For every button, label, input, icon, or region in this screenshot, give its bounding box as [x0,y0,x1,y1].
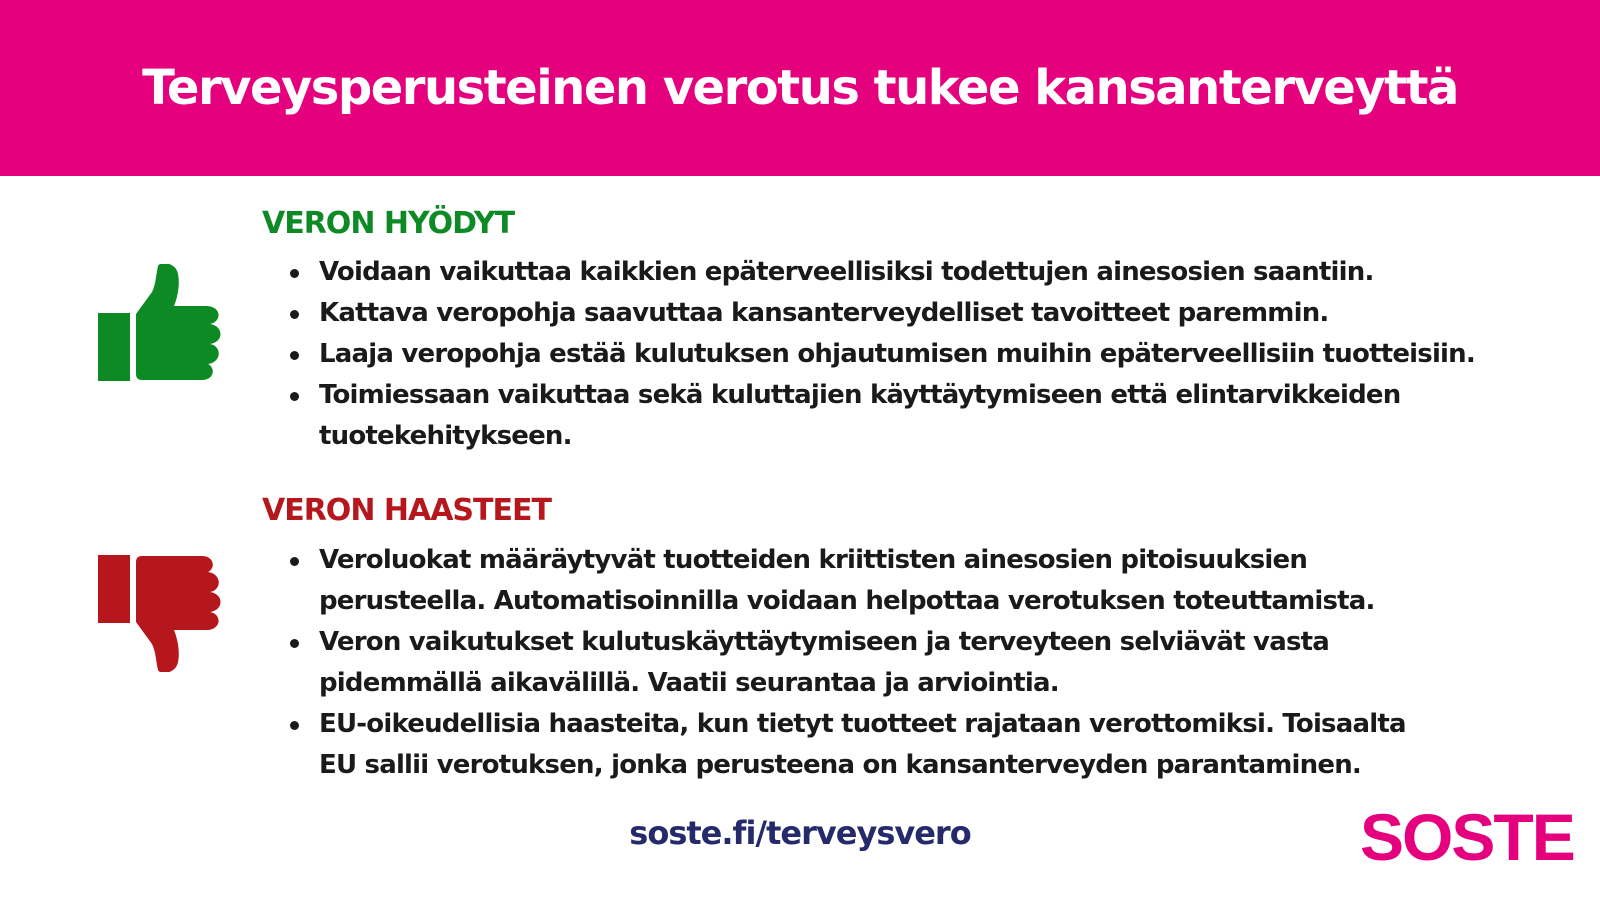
bullet-icon [290,721,299,730]
thumbs-down-icon [98,554,226,672]
list-item-text: Voidaan vaikuttaa kaikkien epäterveellisiksi todettujen ainesosien saantiin. [319,257,1374,287]
list-item [290,704,1449,786]
list-item [290,622,1339,704]
list-item-text: Toimiessaan vaikuttaa sekä kuluttajien käyttäytymiseen että elintarvikkeiden tuotekehitykseen. [319,380,1401,451]
list-item [290,334,1530,375]
bullet-icon [290,557,299,566]
list-item [290,540,1409,622]
pros-list [290,252,1530,457]
bullet-icon [290,392,299,401]
list-item [290,293,1530,334]
list-item [290,252,1530,293]
list-item-text: Laaja veropohja estää kulutuksen ohjautumisen muihin epäterveellisiin tuotteisiin. [319,339,1475,369]
bullet-icon [290,639,299,648]
pros-title: VERON HYÖDYT [262,206,515,241]
bullet-icon [290,269,299,278]
thumbs-up-icon [98,264,226,382]
list-item-text: Veron vaikutukset kulutuskäyttäytymiseen ja terveyteen selviävät vasta pidemmällä aikavälillä. Vaatii seurantaa ja arviointia. [319,627,1329,698]
page-title: Terveysperusteinen verotus tukee kansanterveyttä [142,60,1458,116]
cons-title: VERON HAASTEET [262,493,551,528]
bullet-icon [290,351,299,360]
list-item-text: Kattava veropohja saavuttaa kansanterveydelliset tavoitteet paremmin. [319,298,1329,328]
soste-logo: SOSTE [1360,800,1574,874]
cons-list [290,540,1530,786]
list-item-text: Veroluokat määräytyvät tuotteiden kriittisten ainesosien pitoisuuksien perusteella. Automatisoinnilla voidaan helpottaa verotuksen toteuttamista. [319,545,1375,616]
list-item-text: EU-oikeudellisia haasteita, kun tietyt tuotteet rajataan verottomiksi. Toisaalta EU sallii verotuksen, jonka perusteena on kansanterveyden parantaminen. [319,709,1406,780]
bullet-icon [290,310,299,319]
list-item [290,375,1429,457]
header-banner [0,0,1600,176]
website-link[interactable]: soste.fi/terveysvero [629,814,971,852]
